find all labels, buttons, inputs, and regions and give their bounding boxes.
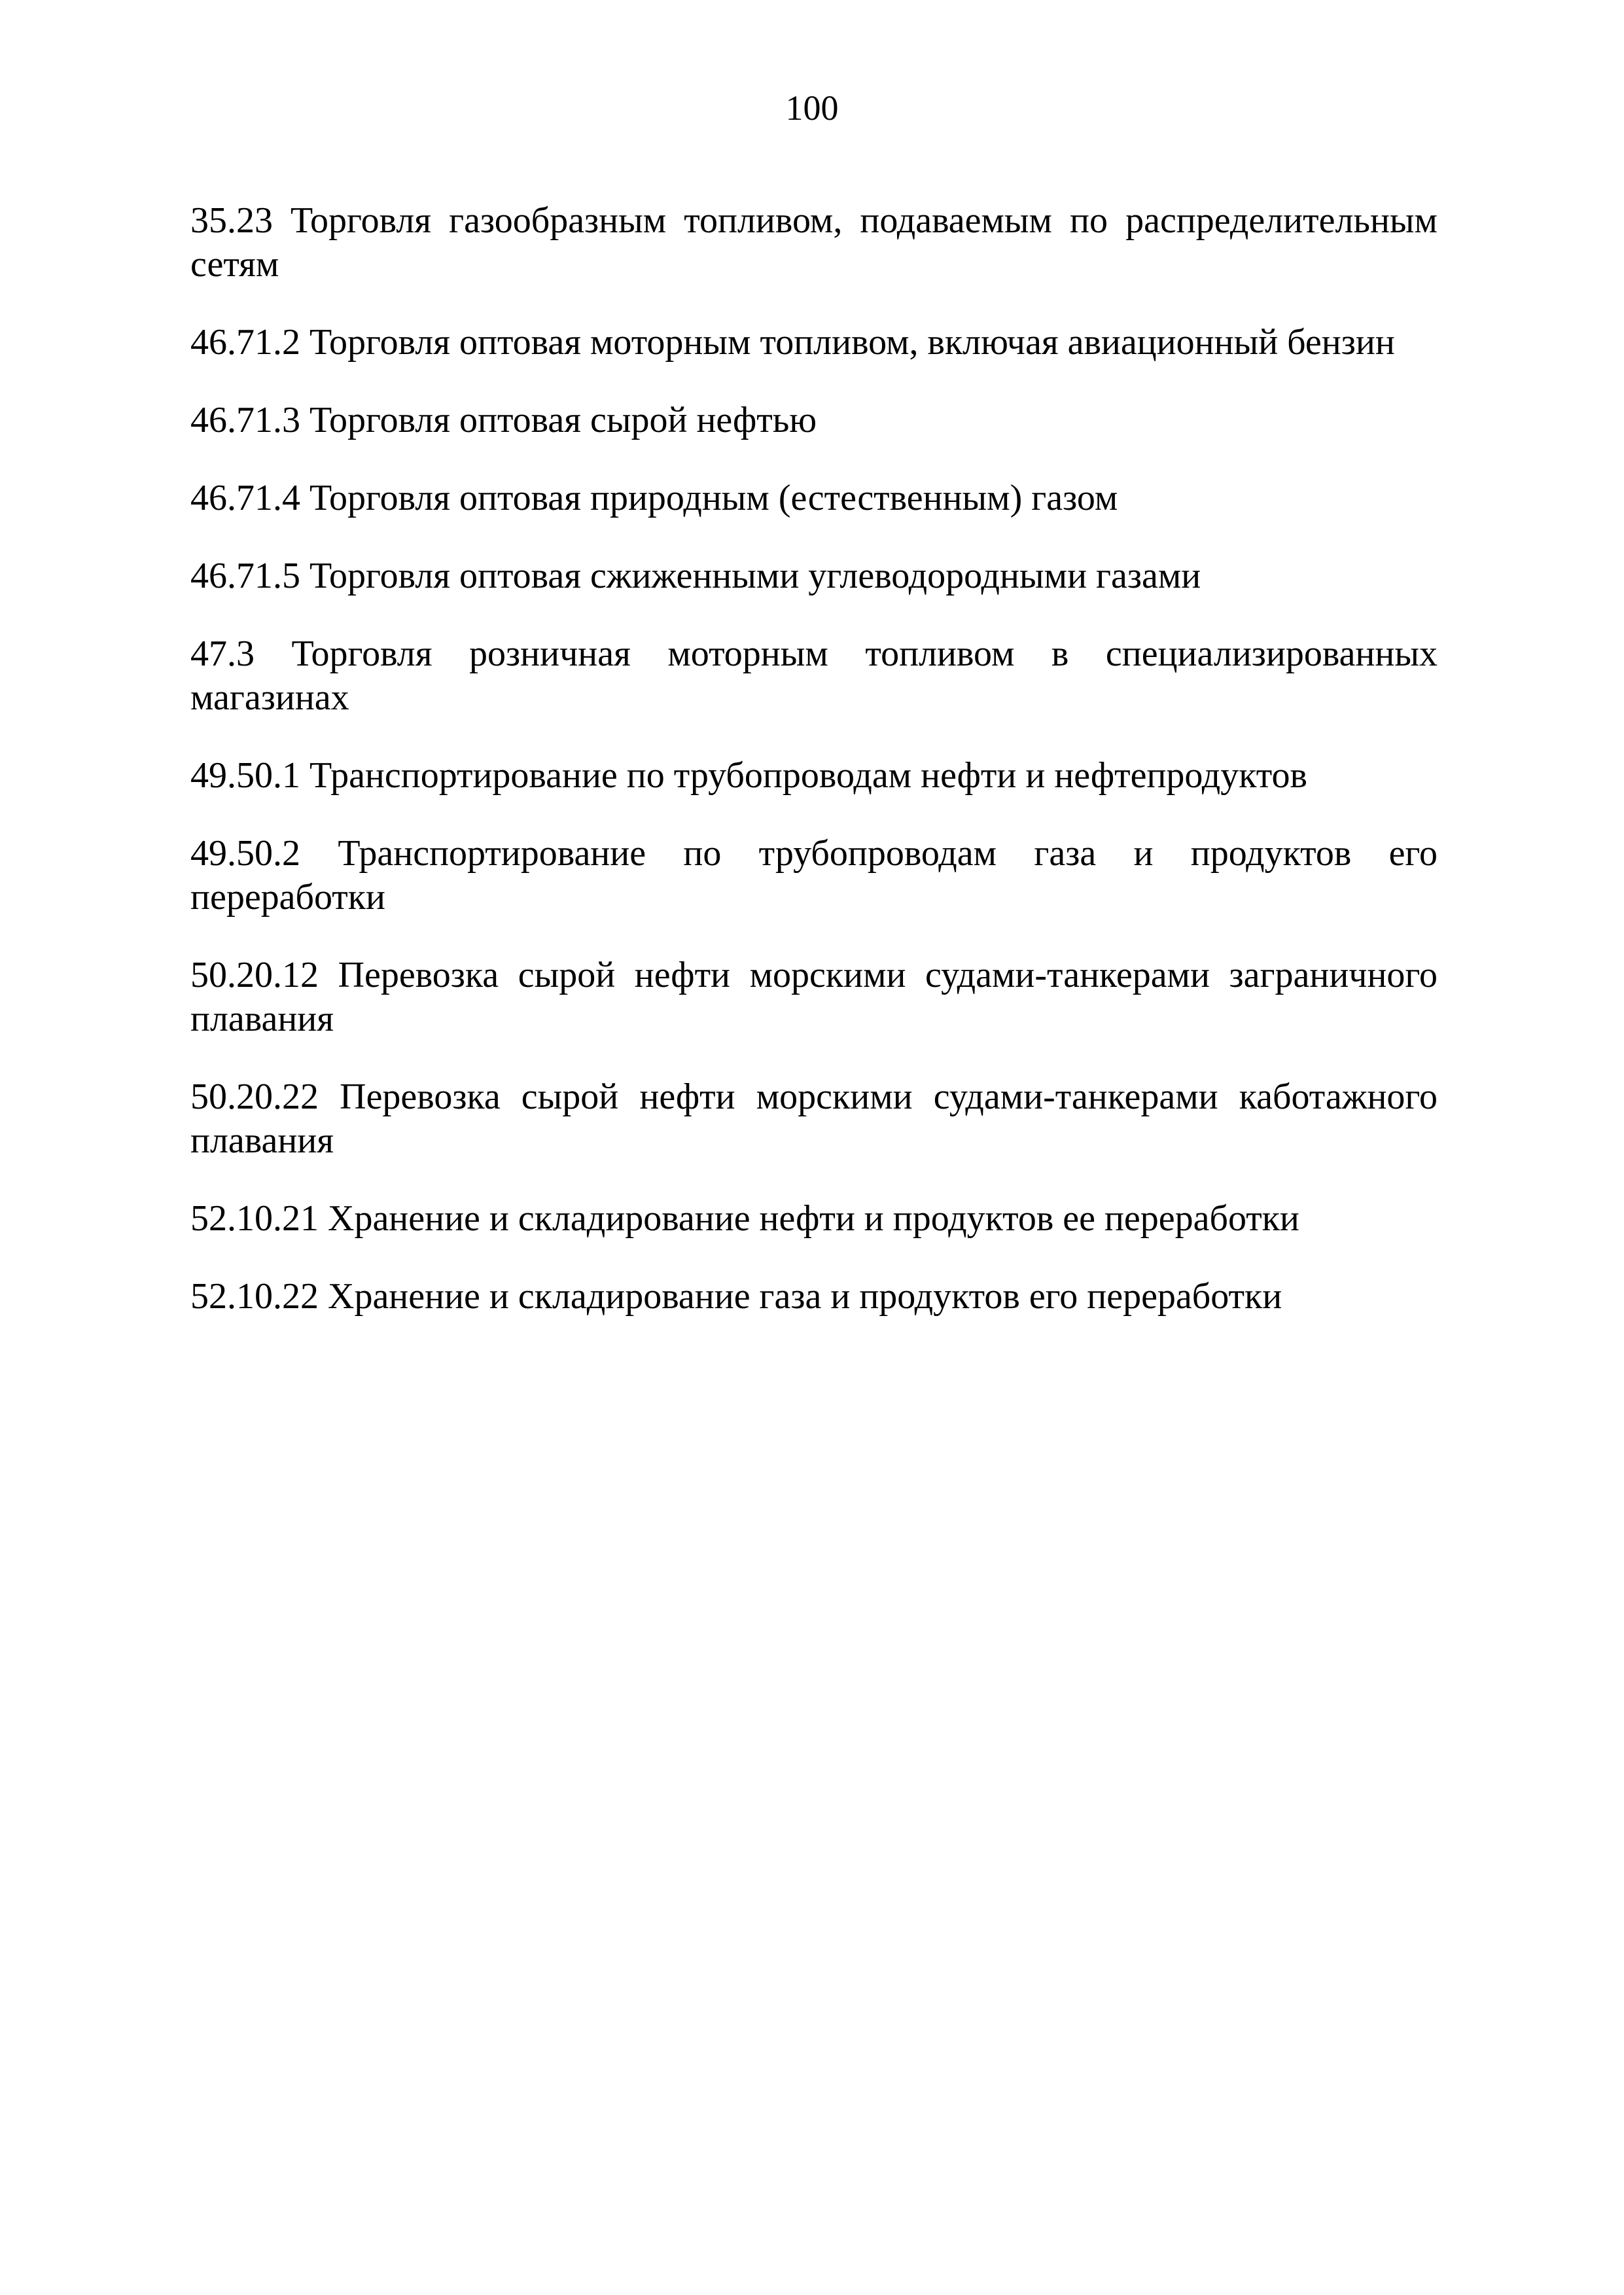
list-item: 46.71.4 Торговля оптовая природным (естественным) газом	[190, 478, 1118, 518]
list-item: 47.3 Торговля розничная моторным топливом в специализированных магазинах	[190, 633, 1438, 718]
list-item: 46.71.2 Торговля оптовая моторным топливом, включая авиационный бензин	[190, 322, 1395, 363]
list-item: 49.50.2 Транспортирование по трубопроводам газа и продуктов его переработки	[190, 833, 1438, 917]
list-item: 50.20.12 Перевозка сырой нефти морскими судами-танкерами заграничного плавания	[190, 955, 1438, 1039]
list-item: 52.10.22 Хранение и складирование газа и продуктов его переработки	[190, 1276, 1282, 1317]
list-item: 35.23 Торговля газообразным топливом, подаваемым по распределительным сетям	[190, 200, 1438, 285]
list-item: 50.20.22 Перевозка сырой нефти морскими судами-танкерами каботажного плавания	[190, 1076, 1438, 1161]
activity-code-list	[190, 199, 1438, 1353]
page-number: 100	[785, 88, 839, 128]
list-item: 49.50.1 Транспортирование по трубопроводам нефти и нефтепродуктов	[190, 755, 1307, 796]
list-item: 46.71.5 Торговля оптовая сжиженными углеводородными газами	[190, 556, 1201, 596]
list-item: 46.71.3 Торговля оптовая сырой нефтью	[190, 400, 817, 440]
list-item: 52.10.21 Хранение и складирование нефти и продуктов ее переработки	[190, 1198, 1299, 1239]
